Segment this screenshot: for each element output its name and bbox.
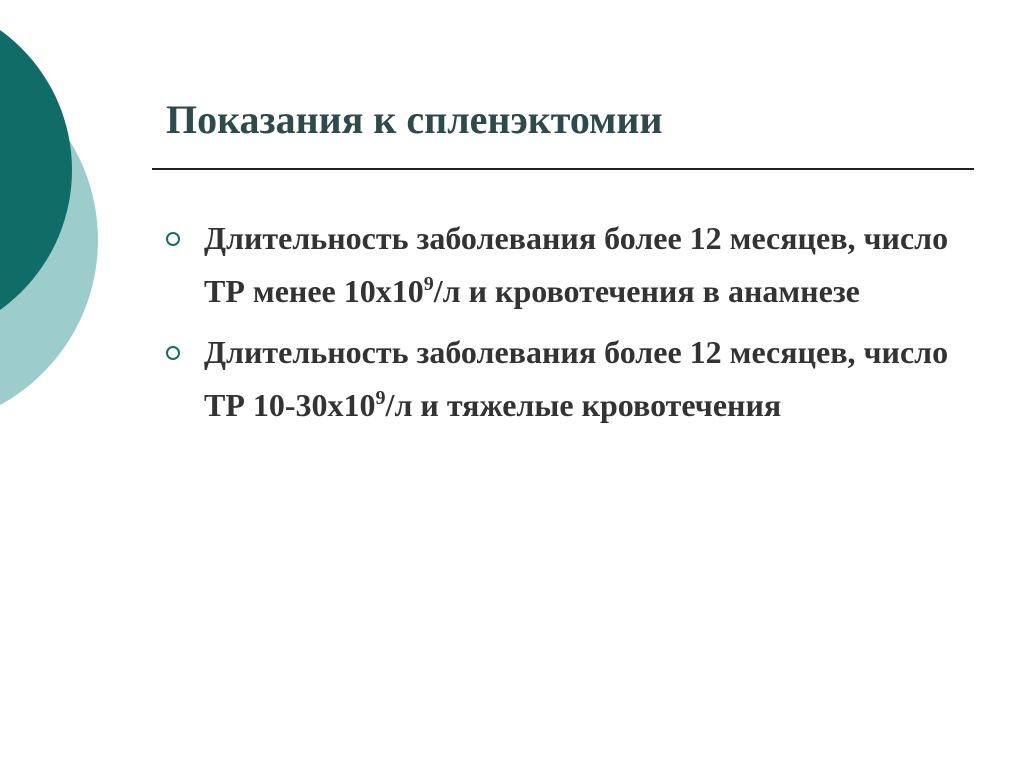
superscript: 9 — [375, 387, 386, 409]
bullet-text: Длительность заболевания более 12 месяцев, число ТР $10-30х10^9/л$ и тяжелые кровотечения — [204, 334, 949, 423]
hollow-circle-bullet-icon — [166, 346, 180, 360]
slide-title: Показания к спленэктомии — [166, 97, 663, 142]
bullet-text: Длительность заболевания более 12 месяцев, число ТР менее $10х10^9/л$ и кровотечения в анамнезе — [204, 220, 949, 309]
decorative-circles — [0, 0, 140, 420]
bullet-list — [166, 212, 966, 440]
bullet-item — [166, 212, 966, 318]
superscript: 9 — [423, 273, 434, 295]
hollow-circle-bullet-icon — [166, 232, 180, 246]
title-divider — [152, 168, 974, 170]
bullet-item — [166, 326, 966, 432]
